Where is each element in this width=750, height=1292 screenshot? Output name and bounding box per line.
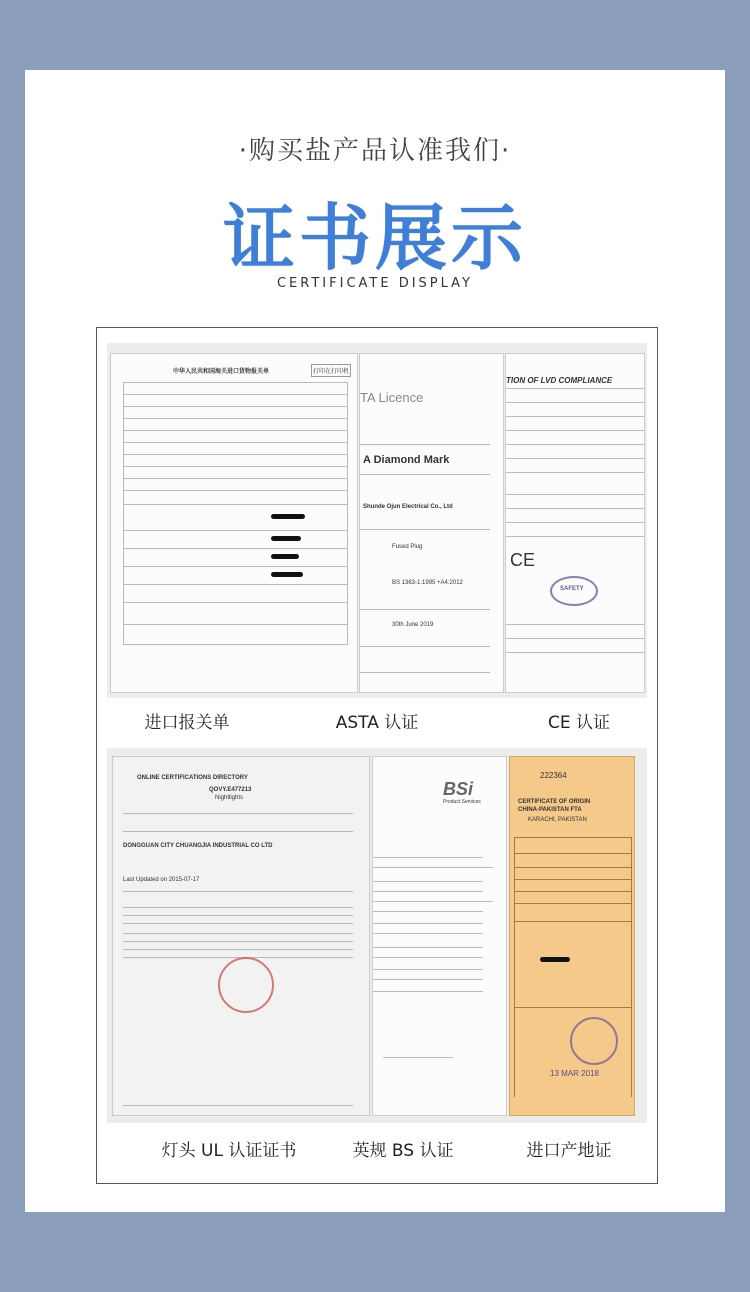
doc-mark: A Diamond Mark <box>363 454 450 466</box>
doc-header: 中华人民共和国海关进口货物报关单 <box>173 369 270 375</box>
doc-num: 222364 <box>540 771 567 780</box>
caption-ul: 灯头 UL 认证证书 <box>161 1141 297 1161</box>
doc-date: 13 MAR 2018 <box>550 1069 599 1078</box>
doc-product: Fused Plug <box>392 544 423 550</box>
caption-bs: 英规 BS 认证 <box>352 1141 454 1161</box>
doc-title: TION OF LVD COMPLIANCE <box>506 376 613 385</box>
certificate-gallery <box>96 327 658 1184</box>
doc-date: 30th June 2019 <box>392 622 434 628</box>
doc-logo: BSi <box>443 779 474 799</box>
doc-std: BS 1363-1:1995 +A4:2012 <box>392 580 463 586</box>
title-english: CERTIFICATE DISPLAY <box>276 276 473 291</box>
caption-ce: CE 认证 <box>547 713 610 733</box>
ul-certificate-image[interactable] <box>112 756 370 1116</box>
caption-asta: ASTA 认证 <box>335 713 419 733</box>
caption-origin: 进口产地证 <box>526 1141 612 1161</box>
doc-title: TA Licence <box>360 390 424 405</box>
doc-logo-sub: Product Services <box>443 799 481 805</box>
origin-certificate-image[interactable] <box>509 756 635 1116</box>
asta-licence-image[interactable] <box>359 353 504 693</box>
doc-title: CERTIFICATE OF ORIGIN <box>518 799 591 805</box>
ce-mark-icon: CE <box>510 550 536 570</box>
doc-sub: Nightlights <box>215 795 244 801</box>
ce-certificate-image[interactable] <box>505 353 645 693</box>
doc-ref: 打印在打印机 <box>311 364 351 377</box>
doc-stamp: SAFETY <box>560 586 584 592</box>
caption-customs: 进口报关单 <box>144 713 230 733</box>
doc-title: ONLINE CERTIFICATIONS DIRECTORY <box>137 775 248 781</box>
doc-company: Shunde Ojun Electrical Co., Ltd <box>363 504 453 510</box>
customs-declaration-image[interactable] <box>110 353 358 693</box>
doc-sub: CHINA-PAKISTAN FTA <box>518 807 582 813</box>
content-card <box>25 70 725 1212</box>
doc-code: QOVY.E477213 <box>209 787 252 793</box>
page-title: 证书展示 <box>222 196 527 280</box>
subtitle: ·购买盐产品认准我们· <box>238 136 512 166</box>
doc-loc: KARACHI, PAKISTAN <box>528 817 587 823</box>
doc-date: Last Updated on 2015-07-17 <box>123 877 200 883</box>
bsi-certificate-image[interactable] <box>372 756 507 1116</box>
doc-company: DONGGUAN CITY CHUANGJIA INDUSTRIAL CO LTD <box>123 843 273 849</box>
